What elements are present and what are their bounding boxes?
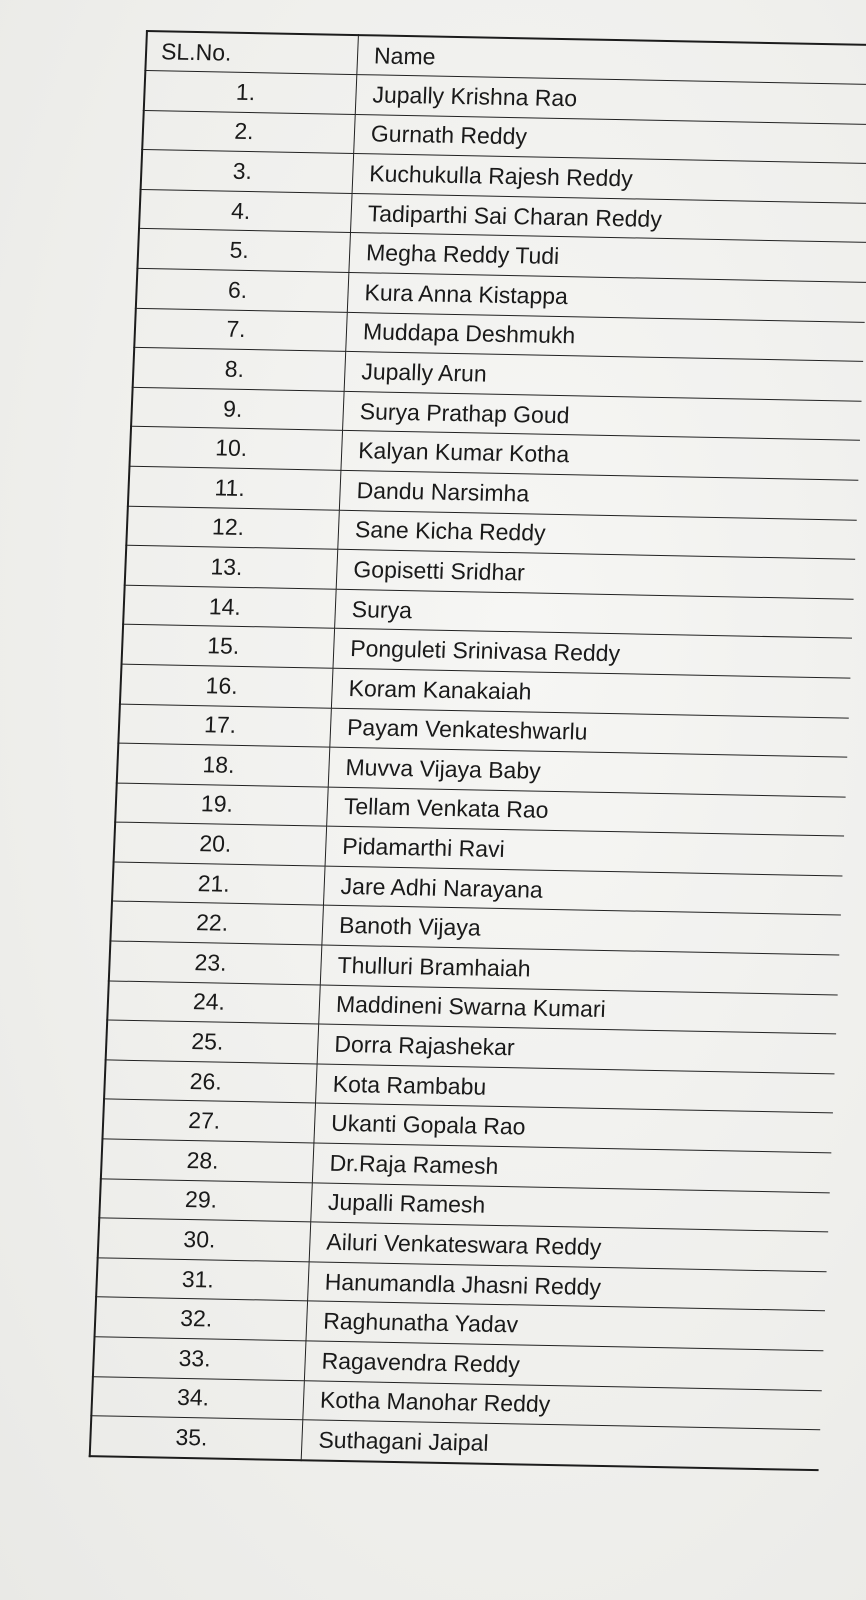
name-cell: Dandu Narsimha xyxy=(339,470,858,520)
name-cell: Maddineni Swarna Kumari xyxy=(319,985,838,1035)
name-cell: Ragavendra Reddy xyxy=(304,1341,823,1391)
name-cell: Kuchukulla Rajesh Reddy xyxy=(352,154,866,204)
names-table xyxy=(89,30,866,1471)
sl-no-cell: 25. xyxy=(106,1020,319,1064)
sl-no-cell: 28. xyxy=(101,1139,314,1183)
sl-no-cell: 12. xyxy=(126,506,339,550)
sl-no-cell: 10. xyxy=(129,427,342,471)
sl-no-cell: 24. xyxy=(107,981,320,1025)
sl-no-cell: 27. xyxy=(102,1099,315,1143)
name-cell: Hanumandla Jhasni Reddy xyxy=(308,1262,827,1312)
sl-no-cell: 31. xyxy=(96,1258,309,1302)
sl-no-cell: 33. xyxy=(93,1337,306,1381)
name-cell: Jupally Krishna Rao xyxy=(355,75,866,125)
name-cell: Kotha Manohar Reddy xyxy=(303,1380,822,1430)
name-cell: Raghunatha Yadav xyxy=(306,1301,825,1351)
header-sl-no: SL.No. xyxy=(145,31,358,75)
sl-no-cell: 22. xyxy=(110,901,323,945)
sl-no-cell: 23. xyxy=(109,941,322,985)
sl-no-cell: 3. xyxy=(141,150,354,194)
name-cell: Muddapa Deshmukh xyxy=(346,312,865,362)
sl-no-cell: 21. xyxy=(112,862,325,906)
name-cell: Ukanti Gopala Rao xyxy=(314,1103,833,1153)
sl-no-cell: 1. xyxy=(144,70,357,114)
name-cell: Dr.Raja Ramesh xyxy=(312,1143,831,1193)
sl-no-cell: 19. xyxy=(115,783,328,827)
sl-no-cell: 4. xyxy=(139,189,352,233)
sl-no-cell: 11. xyxy=(128,466,341,510)
sl-no-cell: 18. xyxy=(117,743,330,787)
sl-no-cell: 30. xyxy=(98,1218,311,1262)
name-cell: Suthagani Jaipal xyxy=(301,1420,820,1470)
name-cell: Ailuri Venkateswara Reddy xyxy=(309,1222,828,1272)
sl-no-cell: 16. xyxy=(120,664,333,708)
name-cell: Surya xyxy=(335,589,854,639)
sl-no-cell: 2. xyxy=(142,110,355,154)
name-cell: Kura Anna Kistappa xyxy=(347,272,866,322)
name-cell: Sane Kicha Reddy xyxy=(338,510,857,560)
sl-no-cell: 34. xyxy=(91,1376,304,1420)
name-cell: Tadiparthi Sai Charan Reddy xyxy=(350,193,866,243)
name-cell: Gopisetti Sridhar xyxy=(336,549,855,599)
sl-no-cell: 13. xyxy=(125,545,338,589)
sl-no-cell: 6. xyxy=(136,268,349,312)
name-cell: Megha Reddy Tudi xyxy=(349,233,866,283)
name-cell: Kalyan Kumar Kotha xyxy=(341,431,860,481)
name-cell: Koram Kanakaiah xyxy=(331,668,850,718)
name-cell: Thulluri Bramhaiah xyxy=(320,945,839,995)
sl-no-cell: 35. xyxy=(90,1416,303,1460)
header-name: Name xyxy=(357,35,866,84)
name-cell: Muvva Vijaya Baby xyxy=(328,747,847,797)
name-cell: Dorra Rajashekar xyxy=(317,1024,836,1074)
sl-no-cell: 9. xyxy=(131,387,344,431)
sl-no-cell: 29. xyxy=(99,1178,312,1222)
name-cell: Pidamarthi Ravi xyxy=(325,826,844,876)
sl-no-cell: 8. xyxy=(133,347,346,391)
sl-no-cell: 7. xyxy=(134,308,347,352)
name-cell: Payam Venkateshwarlu xyxy=(330,708,849,758)
sl-no-cell: 20. xyxy=(114,822,327,866)
name-cell: Surya Prathap Goud xyxy=(343,391,862,441)
sl-no-cell: 17. xyxy=(118,704,331,748)
name-cell: Ponguleti Srinivasa Reddy xyxy=(333,629,852,679)
sl-no-cell: 15. xyxy=(122,624,335,668)
name-cell: Gurnath Reddy xyxy=(354,114,866,164)
sl-no-cell: 5. xyxy=(137,229,350,273)
name-cell: Banoth Vijaya xyxy=(322,906,841,956)
name-cell: Jupalli Ramesh xyxy=(311,1183,830,1233)
name-cell: Jupally Arun xyxy=(344,352,863,402)
names-table-container xyxy=(89,30,866,1471)
sl-no-cell: 26. xyxy=(104,1060,317,1104)
name-cell: Tellam Venkata Rao xyxy=(327,787,846,837)
name-cell: Jare Adhi Narayana xyxy=(323,866,842,916)
sl-no-cell: 32. xyxy=(95,1297,308,1341)
sl-no-cell: 14. xyxy=(123,585,336,629)
name-cell: Kota Rambabu xyxy=(316,1064,835,1114)
